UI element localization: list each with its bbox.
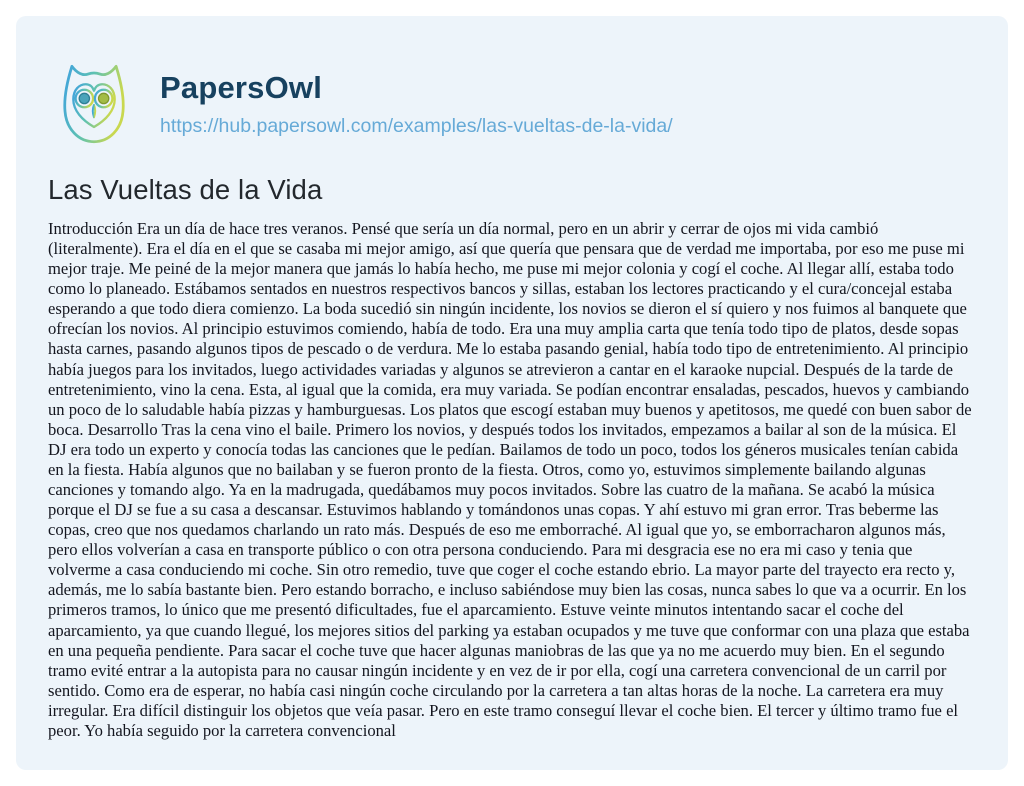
papersowl-logo[interactable] bbox=[48, 58, 140, 150]
brand-name[interactable]: PapersOwl bbox=[160, 70, 323, 105]
brand-block bbox=[160, 70, 673, 138]
owl-icon bbox=[48, 58, 140, 150]
page-url-link[interactable]: https://hub.papersowl.com/examples/las-vueltas-de-la-vida/ bbox=[160, 115, 673, 137]
page-title: Las Vueltas de la Vida bbox=[48, 174, 323, 205]
essay-body-text: Introducción Era un día de hace tres veranos. Pensé que sería un día normal, pero en un abrir y cerrar de ojos mi vida cambió (literalmente). Era el día en el que se casaba mi mejor amigo, así que quería que pensara que de verdad me importaba, por eso me puse mi mejor traje. Me peiné de la mejor manera que jamás lo había hecho, me puse mi mejor colonia y cogí el coche. Al llegar allí, estaba todo como lo planeado. Estábamos sentados en nuestros respectivos bancos y sillas, estaban los lectores practicando y el cura/concejal estaba esperando a que todo diera comienzo. La boda sucedió sin ningún incidente, los novios se dieron el sí quiero y nos fuimos al banquete que ofrecían los novios. Al principio estuvimos comiendo, había de todo. Era una muy amplia carta que tenía todo tipo de platos, desde sopas hasta carnes, pasando algunos tipos de pescado o de verdura. Me lo estaba pasando genial, había todo tipo de entretenimiento. Al principio había juegos para los invitados, luego actividades variadas y algunos se atrevieron a cantar en el karaoke nupcial. Después de la tarde de entretenimiento, vino la cena. Esta, al igual que la comida, era muy variada. Se podían encontrar ensaladas, pescados, huevos y cambiando un poco de lo saludable había pizzas y hamburguesas. Los platos que escogí estaban muy buenos y apetitosos, me quedé con buen sabor de boca. Desarrollo Tras la cena vino el baile. Primero los novios, y después todos los invitados, empezamos a bailar al son de la música. El DJ era todo un experto y conocía todas las canciones que le pedían. Bailamos de todo un poco, todos los géneros musicales tenían cabida en la fiesta. Había algunos que no bailaban y se fueron pronto de la fiesta. Otros, como yo, estuvimos simplemente bailando algunas canciones y tomando algo. Ya en la madrugada, quedábamos muy pocos invitados. Sobre las cuatro de la mañana. Se acabó la música porque el DJ se fue a su casa a descansar. Estuvimos hablando y tomándonos unas copas. Y ahí estuvo mi gran error. Tras beberme las copas, creo que nos quedamos charlando un rato más. Después de eso me emborraché. Al igual que yo, se emborracharon algunos más, pero ellos volverían a casa en transporte público o con otra persona conduciendo. Para mi desgracia ese no era mi caso y tenia que volverme a casa conduciendo mi coche. Sin otro remedio, tuve que coger el coche estando ebrio. La mayor parte del trayecto era recto y, además, me lo sabía bastante bien. Pero estando borracho, e incluso sabiéndose muy bien las cosas, nunca sabes lo que va a ocurrir. En los primeros tramos, lo único que me presentó dificultades, fue el aparcamiento. Estuve veinte minutos intentando sacar el coche del aparcamiento, ya que cuando llegué, los mejores sitios del parking ya estaban ocupados y me tuve que conformar con una plaza que estaba en una pequeña pendiente. Para sacar el coche tuve que hacer algunas maniobras de las que ya no me acuerdo muy bien. En el segundo tramo evité entrar a la autopista para no causar ningún incidente y en vez de ir por ella, cogí una carretera convencional de un carril por sentido. Como era de esperar, no había casi ningún coche circulando por la carretera a tan altas horas de la noche. La carretera era muy irregular. Era difícil distinguir los objetos que veía pasar. Pero en este tramo conseguí llevar el coche bien. El tercer y último tramo fue el peor. Yo había seguido por la carretera convencional bbox=[48, 219, 972, 740]
content-card bbox=[16, 16, 1008, 770]
header bbox=[48, 58, 976, 150]
